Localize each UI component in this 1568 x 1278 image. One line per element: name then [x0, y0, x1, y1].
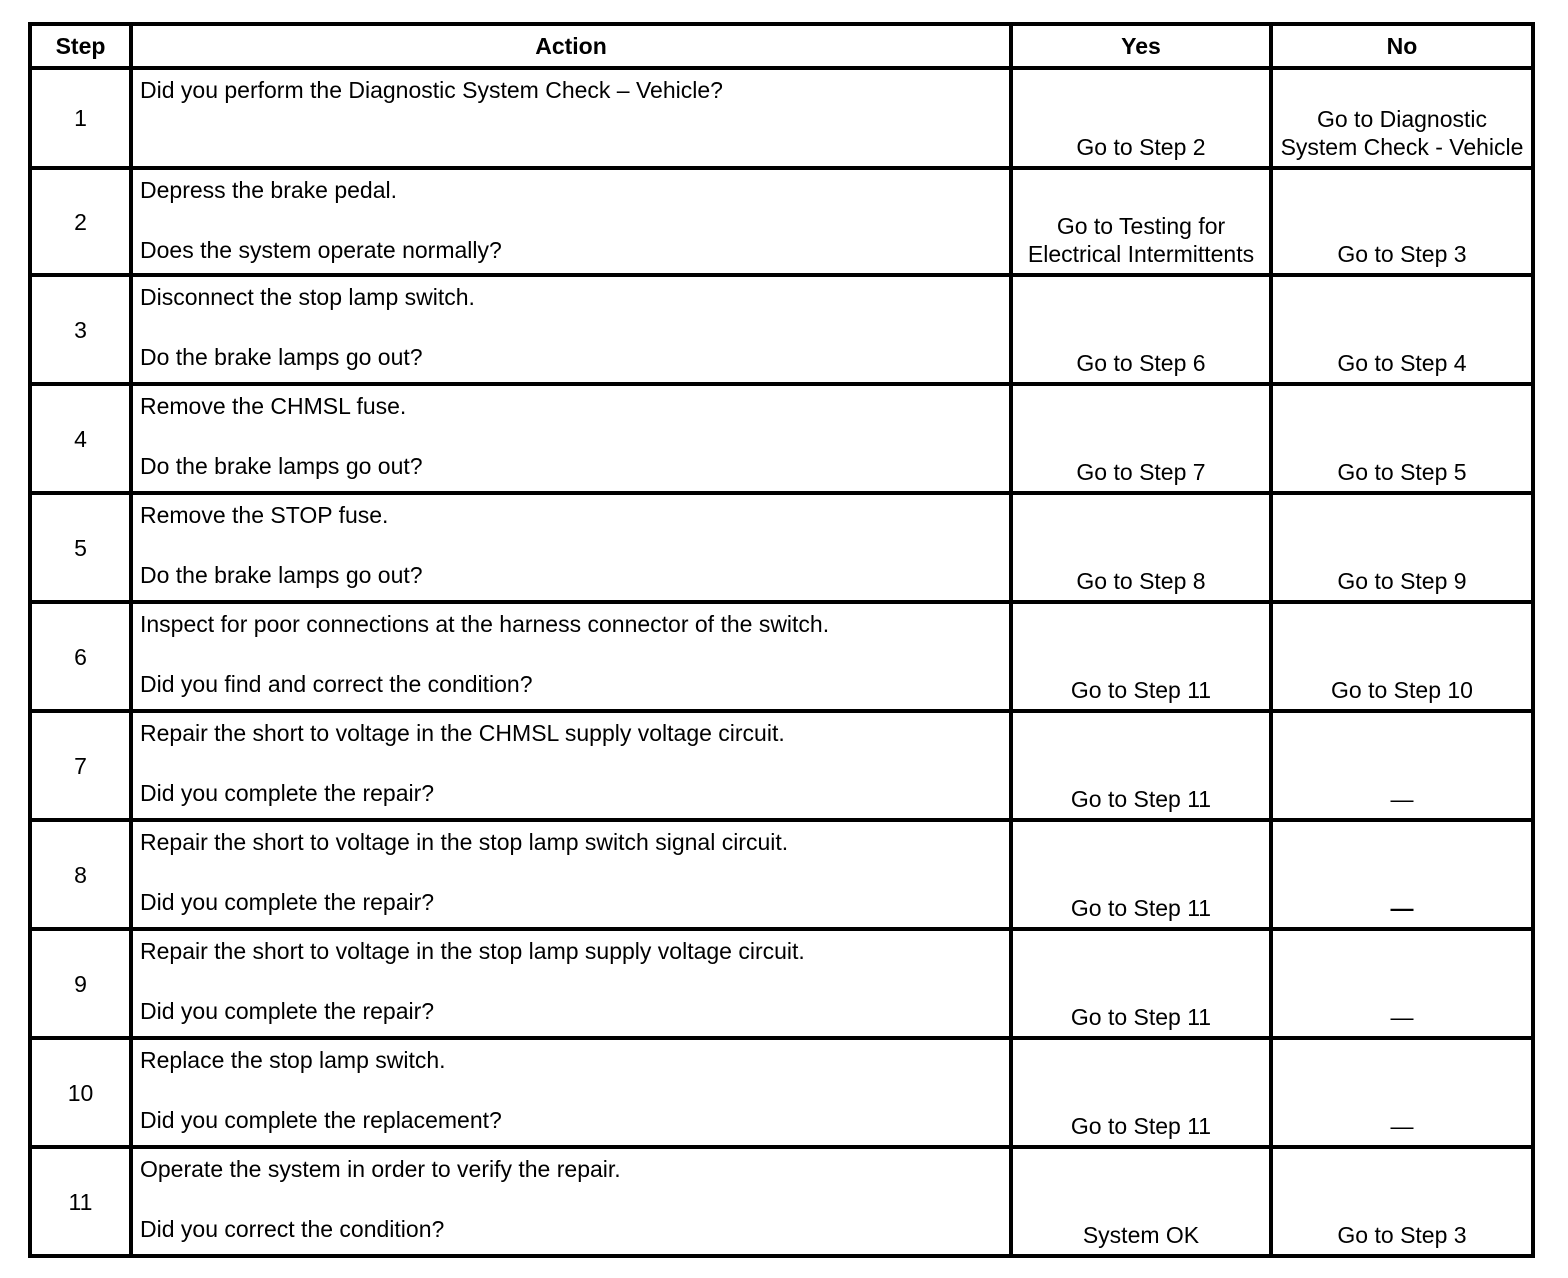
action-instruction: Repair the short to voltage in the stop lamp supply voltage circuit. — [140, 938, 805, 964]
action-cell — [131, 711, 1011, 820]
table-row — [30, 1038, 1533, 1147]
no-result: Go to Step 3 — [1271, 168, 1533, 275]
yes-result: Go to Step 11 — [1011, 820, 1271, 929]
action-instruction: Remove the STOP fuse. — [140, 502, 389, 528]
header-action: Action — [131, 24, 1011, 68]
yes-result: Go to Step 8 — [1011, 493, 1271, 602]
table-row — [30, 68, 1533, 168]
action-cell — [131, 1038, 1011, 1147]
no-result: Go to Step 9 — [1271, 493, 1533, 602]
action-instruction: Replace the stop lamp switch. — [140, 1047, 446, 1073]
action-cell — [131, 1147, 1011, 1256]
step-number: 10 — [30, 1038, 131, 1147]
step-number: 11 — [30, 1147, 131, 1256]
action-instruction: Inspect for poor connections at the harness connector of the switch. — [140, 611, 830, 637]
table-row — [30, 168, 1533, 275]
no-result: Go to Step 5 — [1271, 384, 1533, 493]
action-cell — [131, 168, 1011, 275]
step-number: 9 — [30, 929, 131, 1038]
action-instruction: Did you perform the Diagnostic System Check – Vehicle? — [140, 77, 723, 103]
action-question: Do the brake lamps go out? — [140, 562, 423, 588]
yes-result: Go to Step 11 — [1011, 929, 1271, 1038]
table-row — [30, 711, 1533, 820]
action-instruction: Repair the short to voltage in the CHMSL supply voltage circuit. — [140, 720, 785, 746]
action-cell — [131, 68, 1011, 168]
yes-result: Go to Step 11 — [1011, 1038, 1271, 1147]
no-result: Go to Diagnostic System Check - Vehicle — [1271, 68, 1533, 168]
table-row — [30, 929, 1533, 1038]
action-question: Did you complete the repair? — [140, 889, 435, 915]
action-cell — [131, 929, 1011, 1038]
step-number: 2 — [30, 168, 131, 275]
table-row — [30, 384, 1533, 493]
action-question: Do the brake lamps go out? — [140, 453, 423, 479]
action-question: Did you complete the repair? — [140, 998, 435, 1024]
step-number: 5 — [30, 493, 131, 602]
header-no: No — [1271, 24, 1533, 68]
step-number: 6 — [30, 602, 131, 711]
table-row — [30, 1147, 1533, 1256]
no-result: Go to Step 10 — [1271, 602, 1533, 711]
action-cell — [131, 820, 1011, 929]
no-result: — — [1271, 820, 1533, 929]
action-cell — [131, 275, 1011, 384]
action-question: Did you complete the repair? — [140, 780, 435, 806]
yes-result: Go to Step 6 — [1011, 275, 1271, 384]
action-cell — [131, 384, 1011, 493]
action-question: Do the brake lamps go out? — [140, 344, 423, 370]
action-question: Did you find and correct the condition? — [140, 671, 533, 697]
action-question: Does the system operate normally? — [140, 237, 502, 263]
no-result: Go to Step 4 — [1271, 275, 1533, 384]
diagnostic-table — [28, 22, 1535, 1258]
table-row — [30, 602, 1533, 711]
table-row — [30, 275, 1533, 384]
action-instruction: Operate the system in order to verify the repair. — [140, 1156, 621, 1182]
table-header — [30, 24, 1533, 68]
action-cell — [131, 602, 1011, 711]
yes-result: Go to Testing for Electrical Intermittents — [1011, 168, 1271, 275]
no-result: Go to Step 3 — [1271, 1147, 1533, 1256]
step-number: 7 — [30, 711, 131, 820]
table-row — [30, 493, 1533, 602]
header-row — [30, 24, 1533, 68]
action-cell — [131, 493, 1011, 602]
step-number: 4 — [30, 384, 131, 493]
yes-result: Go to Step 7 — [1011, 384, 1271, 493]
no-result: — — [1271, 1038, 1533, 1147]
yes-result: Go to Step 11 — [1011, 711, 1271, 820]
step-number: 8 — [30, 820, 131, 929]
step-number: 3 — [30, 275, 131, 384]
action-question: Did you complete the replacement? — [140, 1107, 502, 1133]
yes-result: Go to Step 2 — [1011, 68, 1271, 168]
action-question: Did you correct the condition? — [140, 1216, 445, 1242]
table-body — [30, 68, 1533, 1256]
no-result: — — [1271, 929, 1533, 1038]
yes-result: System OK — [1011, 1147, 1271, 1256]
action-instruction: Remove the CHMSL fuse. — [140, 393, 407, 419]
action-instruction: Repair the short to voltage in the stop lamp switch signal circuit. — [140, 829, 789, 855]
no-result: — — [1271, 711, 1533, 820]
yes-result: Go to Step 11 — [1011, 602, 1271, 711]
step-number: 1 — [30, 68, 131, 168]
table-row — [30, 820, 1533, 929]
header-step: Step — [30, 24, 131, 68]
header-yes: Yes — [1011, 24, 1271, 68]
action-instruction: Depress the brake pedal. — [140, 177, 397, 203]
action-instruction: Disconnect the stop lamp switch. — [140, 284, 475, 310]
